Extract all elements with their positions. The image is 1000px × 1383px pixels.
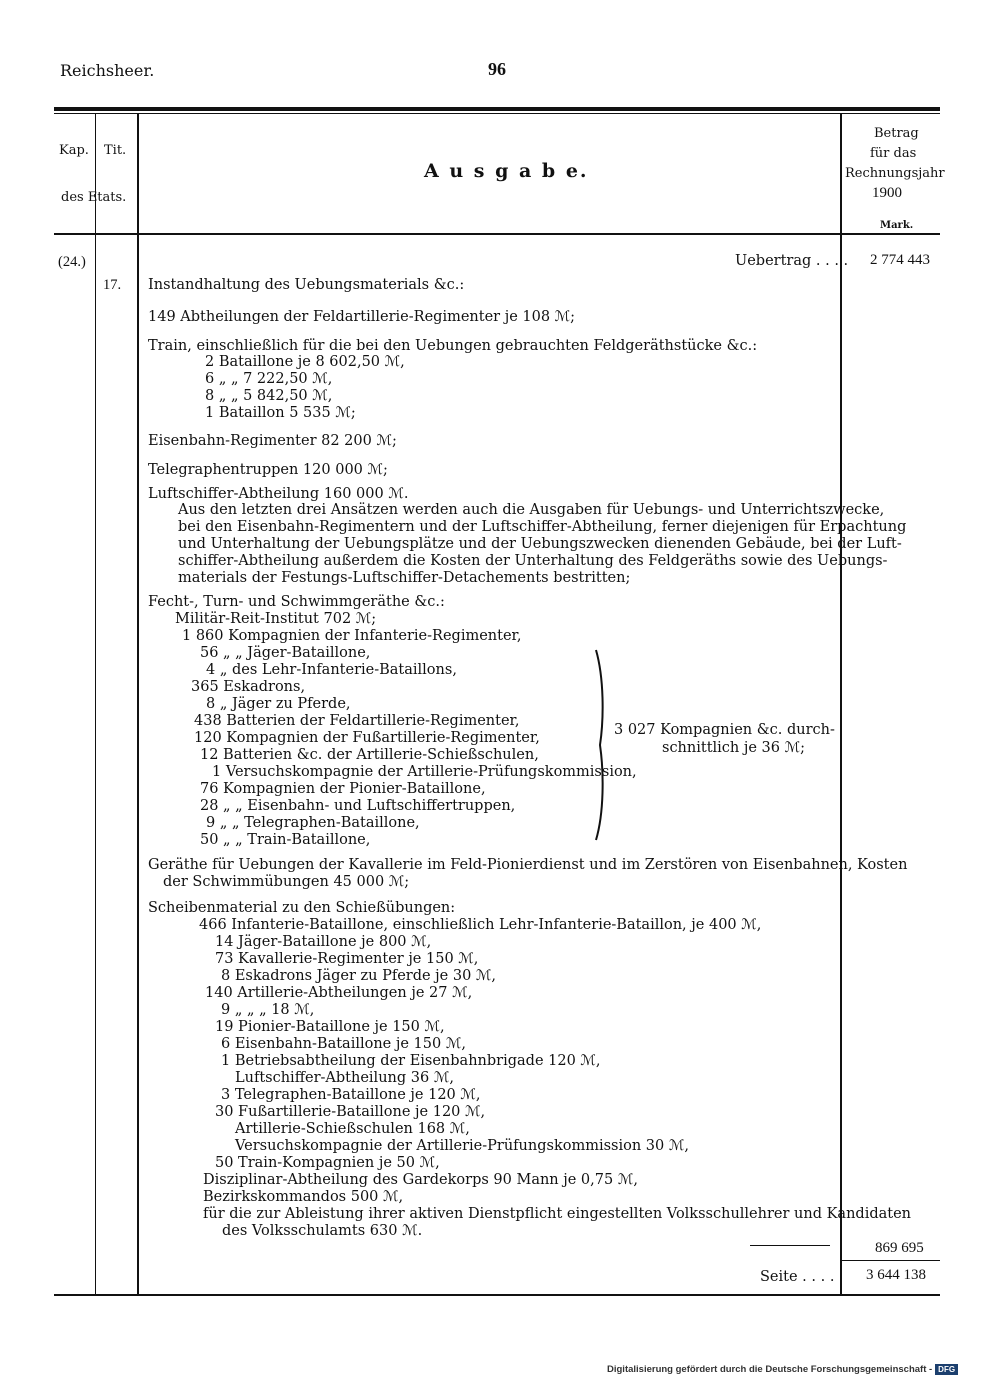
header-unit: Mark. bbox=[880, 220, 914, 231]
subtotal-rule bbox=[750, 1245, 830, 1246]
row-tit: 17. bbox=[103, 277, 122, 293]
text-line: der Schwimmübungen 45 000 ℳ; bbox=[163, 874, 410, 890]
text-line: Artillerie-Schießschulen 168 ℳ, bbox=[235, 1121, 470, 1137]
digitization-footer bbox=[607, 1364, 958, 1375]
text-line: 6 „ „ 7 222,50 ℳ, bbox=[205, 371, 333, 387]
col-divider-tit-text bbox=[137, 114, 139, 1294]
top-rule bbox=[54, 107, 940, 111]
footer-text: Digitalisierung gefördert durch die Deutsche Forschungsgemeinschaft - bbox=[607, 1364, 933, 1376]
text-line: 1 Betriebsabtheilung der Eisenbahnbrigade 120 ℳ, bbox=[221, 1053, 601, 1069]
text-line: Instandhaltung des Uebungsmaterials &c.: bbox=[148, 277, 465, 293]
text-line: 1 Versuchskompagnie der Artillerie-Prüfungskommission, bbox=[212, 764, 637, 780]
text-line: 12 Batterien &c. der Artillerie-Schießschulen, bbox=[200, 747, 539, 763]
header-rechnungsjahr: Rechnungsjahr bbox=[845, 166, 945, 181]
header-des-etats: des Etats. bbox=[61, 190, 127, 205]
col-divider-text-amount bbox=[840, 114, 842, 1294]
text-line: 149 Abtheilungen der Feldartillerie-Regimenter je 108 ℳ; bbox=[148, 309, 576, 325]
text-line: 466 Infanterie-Bataillone, einschließlich Lehr-Infanterie-Bataillon, je 400 ℳ, bbox=[199, 917, 762, 933]
brace-note-line1: 3 027 Kompagnien &c. durch- bbox=[614, 722, 835, 738]
text-line: und Unterhaltung der Uebungsplätze und der Uebungszwecken dienenden Gebäude, bei der Luft- bbox=[178, 536, 902, 552]
text-line: schiffer-Abtheilung außerdem die Kosten der Unterhaltung des Feldgeräths sowie des Uebungs- bbox=[178, 553, 888, 569]
text-line: 50 „ „ Train-Bataillone, bbox=[200, 832, 371, 848]
text-line: Militär-Reit-Institut 702 ℳ; bbox=[175, 611, 377, 627]
text-line: Disziplinar-Abtheilung des Gardekorps 90 Mann je 0,75 ℳ, bbox=[203, 1172, 638, 1188]
text-line: 365 Eskadrons, bbox=[191, 679, 306, 695]
page-number: 96 bbox=[488, 59, 506, 79]
uebertrag-label: Uebertrag . . . . bbox=[735, 253, 849, 269]
text-line: 2 Bataillone je 8 602,50 ℳ, bbox=[205, 354, 405, 370]
text-line: 120 Kompagnien der Fußartillerie-Regimenter, bbox=[194, 730, 540, 746]
text-line: des Volksschulamts 630 ℳ. bbox=[222, 1223, 423, 1239]
col-divider-kap-tit bbox=[95, 114, 96, 1294]
row-kap: (24.) bbox=[58, 254, 86, 270]
text-line: 28 „ „ Eisenbahn- und Luftschiffertruppen, bbox=[200, 798, 516, 814]
text-line: Eisenbahn-Regimenter 82 200 ℳ; bbox=[148, 433, 397, 449]
text-line: Scheibenmaterial zu den Schießübungen: bbox=[148, 900, 456, 916]
text-line: Train, einschließlich für die bei den Uebungen gebrauchten Feldgeräthstücke &c.: bbox=[148, 338, 758, 354]
text-line: Versuchskompagnie der Artillerie-Prüfungskommission 30 ℳ, bbox=[235, 1138, 689, 1154]
text-line: 8 „ Jäger zu Pferde, bbox=[206, 696, 351, 712]
text-line: 1 Bataillon 5 535 ℳ; bbox=[205, 405, 356, 421]
text-line: 50 Train-Kompagnien je 50 ℳ, bbox=[215, 1155, 440, 1171]
text-line: 438 Batterien der Feldartillerie-Regimenter, bbox=[194, 713, 520, 729]
top-rule-thin bbox=[54, 113, 940, 114]
text-line: 9 „ „ Telegraphen-Bataillone, bbox=[206, 815, 420, 831]
dfg-logo: DFG bbox=[935, 1364, 958, 1375]
header-bottom-rule bbox=[54, 233, 940, 235]
header-tit: Tit. bbox=[104, 143, 127, 158]
text-line: 30 Fußartillerie-Bataillone je 120 ℳ, bbox=[215, 1104, 486, 1120]
text-line: Fecht-, Turn- und Schwimmgeräthe &c.: bbox=[148, 594, 445, 610]
text-line: Aus den letzten drei Ansätzen werden auch die Ausgaben für Uebungs- und Unterrichtszwecke, bbox=[178, 502, 885, 518]
header-kap: Kap. bbox=[59, 143, 89, 158]
brace-mark bbox=[592, 648, 612, 842]
text-line: materials der Festungs-Luftschiffer-Detachements bestritten; bbox=[178, 570, 631, 586]
header-fuer-das: für das bbox=[870, 146, 917, 161]
text-line: 8 Eskadrons Jäger zu Pferde je 30 ℳ, bbox=[221, 968, 497, 984]
running-title: Reichsheer. bbox=[60, 61, 155, 80]
text-line: 140 Artillerie-Abtheilungen je 27 ℳ, bbox=[205, 985, 473, 1001]
text-line: 14 Jäger-Bataillone je 800 ℳ, bbox=[215, 934, 432, 950]
text-line: 4 „ des Lehr-Infanterie-Bataillons, bbox=[206, 662, 457, 678]
text-line: 56 „ „ Jäger-Bataillone, bbox=[200, 645, 371, 661]
text-line: Luftschiffer-Abtheilung 160 000 ℳ. bbox=[148, 486, 409, 502]
text-line: 3 Telegraphen-Bataillone je 120 ℳ, bbox=[221, 1087, 481, 1103]
subtotal-value: 869 695 bbox=[875, 1240, 924, 1256]
text-line: Bezirkskommandos 500 ℳ, bbox=[203, 1189, 404, 1205]
brace-note-line2: schnittlich je 36 ℳ; bbox=[662, 740, 806, 756]
header-betrag: Betrag bbox=[874, 126, 919, 141]
text-line: 9 „ „ „ 18 ℳ, bbox=[221, 1002, 315, 1018]
text-line: 8 „ „ 5 842,50 ℳ, bbox=[205, 388, 333, 404]
seite-label: Seite . . . . bbox=[760, 1269, 835, 1285]
text-line: 1 860 Kompagnien der Infanterie-Regimenter, bbox=[182, 628, 522, 644]
uebertrag-value: 2 774 443 bbox=[870, 252, 930, 268]
bottom-rule bbox=[54, 1294, 940, 1296]
text-line: Geräthe für Uebungen der Kavallerie im Feld-Pionierdienst und im Zerstören von Eisenbahnen, Kosten bbox=[148, 857, 908, 873]
text-line: Telegraphentruppen 120 000 ℳ; bbox=[148, 462, 388, 478]
seite-value: 3 644 138 bbox=[866, 1267, 926, 1283]
header-year: 1900 bbox=[872, 185, 902, 201]
text-line: 19 Pionier-Bataillone je 150 ℳ, bbox=[215, 1019, 445, 1035]
text-line: 73 Kavallerie-Regimenter je 150 ℳ, bbox=[215, 951, 479, 967]
text-line: 76 Kompagnien der Pionier-Bataillone, bbox=[200, 781, 486, 797]
table-title: A u s g a b e. bbox=[424, 160, 589, 182]
text-line: Luftschiffer-Abtheilung 36 ℳ, bbox=[235, 1070, 454, 1086]
amount-sum-rule bbox=[842, 1260, 940, 1261]
text-line: 6 Eisenbahn-Bataillone je 150 ℳ, bbox=[221, 1036, 466, 1052]
text-line: bei den Eisenbahn-Regimentern und der Luftschiffer-Abtheilung, ferner diejenigen für Erpachtung bbox=[178, 519, 907, 535]
text-line: für die zur Ableistung ihrer aktiven Dienstpflicht eingestellten Volksschullehrer und Kandidaten bbox=[203, 1206, 912, 1222]
